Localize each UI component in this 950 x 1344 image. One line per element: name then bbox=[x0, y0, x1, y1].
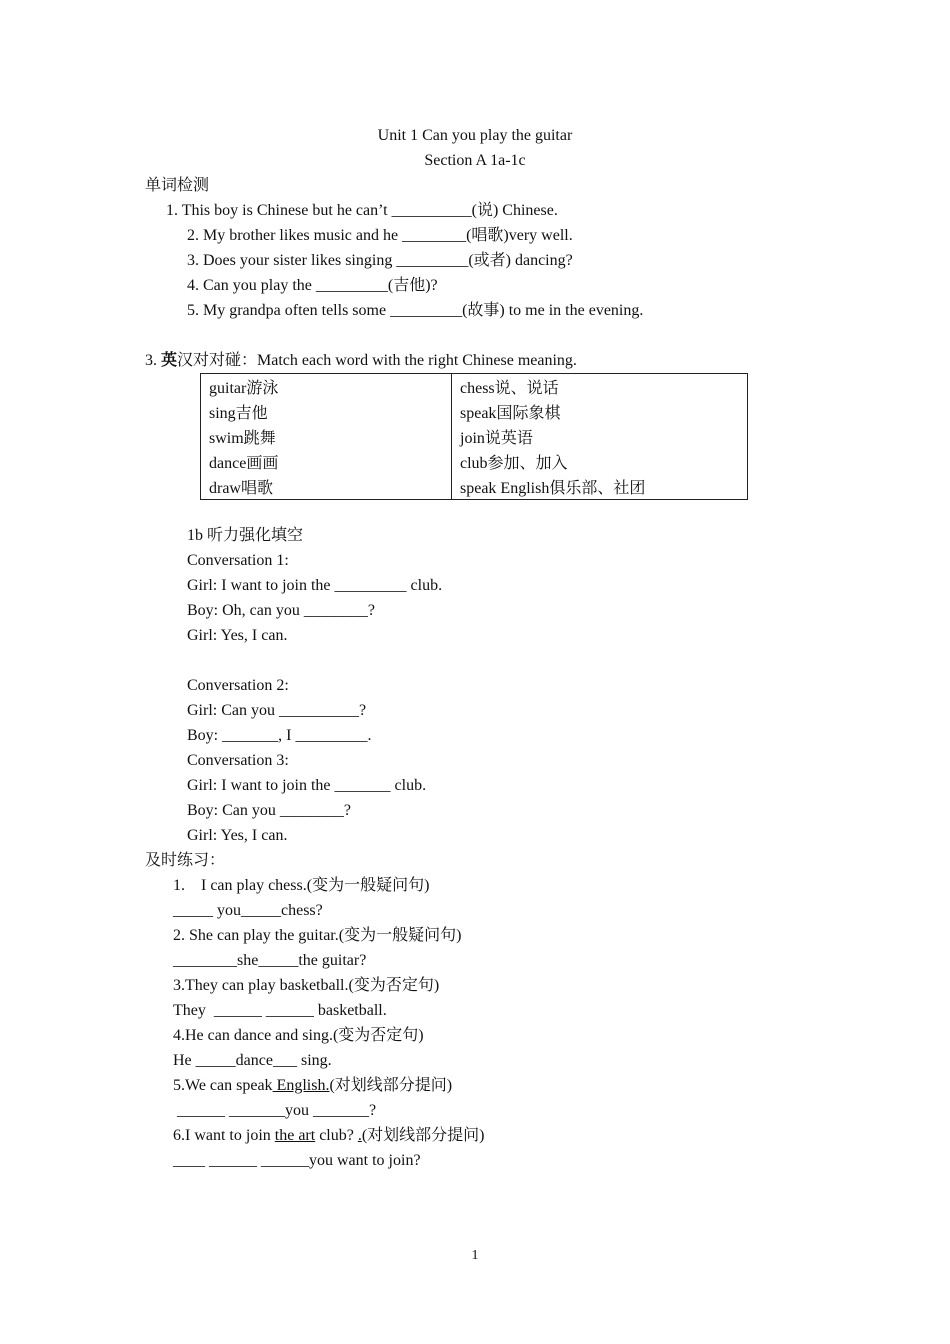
listening-heading: 1b 听力强化填空 bbox=[187, 527, 304, 544]
match-left-en: dance bbox=[209, 455, 247, 472]
match-right-en: join bbox=[460, 430, 485, 447]
practice-question-6 bbox=[173, 1126, 485, 1146]
match-heading-num: 3. bbox=[145, 352, 157, 369]
match-left-zh: 游泳 bbox=[246, 380, 279, 397]
match-left-en: sing bbox=[209, 405, 236, 422]
q6-underlined-2: . bbox=[357, 1127, 362, 1144]
match-left-zh: 跳舞 bbox=[243, 430, 276, 447]
match-heading-text: 汉对对碰：Match each word with the right Chinese meaning. bbox=[177, 352, 577, 369]
vocab-item-1: 1. This boy is Chinese but he can’t __________(说) Chinese. bbox=[166, 202, 558, 219]
q6-underlined: the art bbox=[274, 1127, 316, 1144]
match-right-zh: 参加、加入 bbox=[487, 455, 568, 472]
practice-question-3: 3.They can play basketball.(变为否定句) bbox=[173, 977, 440, 994]
practice-answer-6: ____ ______ ______you want to join? bbox=[173, 1152, 421, 1169]
practice-answer-3: They ______ ______ basketball. bbox=[173, 1002, 387, 1019]
match-table bbox=[200, 373, 748, 500]
q6-prefix: 6.I want to join bbox=[173, 1127, 275, 1144]
q5-suffix: (对划线部分提问) bbox=[329, 1077, 453, 1094]
listening-line: Girl: Yes, I can. bbox=[187, 827, 288, 844]
vocab-item-4: 4. Can you play the _________(吉他)? bbox=[187, 277, 438, 294]
practice-answer-2: ________she_____the guitar? bbox=[173, 952, 367, 969]
listening-line: Conversation 1: bbox=[187, 552, 289, 569]
table-row bbox=[201, 474, 748, 500]
practice-question-2: 2. She can play the guitar.(变为一般疑问句) bbox=[173, 927, 462, 944]
table-row bbox=[201, 399, 748, 424]
match-heading bbox=[145, 351, 577, 371]
table-row bbox=[201, 374, 748, 400]
table-row bbox=[201, 424, 748, 449]
page-number: 1 bbox=[471, 1248, 479, 1263]
match-right-zh: 国际象棋 bbox=[496, 405, 561, 422]
listening-line: Girl: I want to join the _________ club. bbox=[187, 577, 443, 594]
listening-line: Girl: I want to join the _______ club. bbox=[187, 777, 427, 794]
vocab-item-2: 2. My brother likes music and he ________(唱歌)very well. bbox=[187, 227, 573, 244]
match-right-en: speak English bbox=[460, 480, 550, 497]
listening-line: Conversation 3: bbox=[187, 752, 289, 769]
match-left-zh: 吉他 bbox=[235, 405, 268, 422]
listening-line: Conversation 2: bbox=[187, 677, 289, 694]
listening-line: Girl: Yes, I can. bbox=[187, 627, 288, 644]
match-left-en: swim bbox=[209, 430, 244, 447]
match-left-zh: 画画 bbox=[246, 455, 279, 472]
practice-answer-1: _____ you_____chess? bbox=[173, 902, 323, 919]
page-subtitle: Section A 1a-1c bbox=[424, 152, 526, 169]
q6-middle: club? bbox=[315, 1127, 358, 1144]
match-right-en: chess bbox=[460, 380, 495, 397]
vocab-check-heading: 单词检测 bbox=[145, 177, 210, 194]
q5-underlined: English. bbox=[272, 1077, 330, 1094]
q5-prefix: 5.We can speak bbox=[173, 1077, 273, 1094]
practice-question-1: 1. I can play chess.(变为一般疑问句) bbox=[173, 877, 430, 894]
practice-answer-5: ______ _______you _______? bbox=[173, 1102, 377, 1119]
match-right-zh: 俱乐部、社团 bbox=[549, 480, 646, 497]
match-left-en: guitar bbox=[209, 380, 247, 397]
match-left-zh: 唱歌 bbox=[240, 480, 273, 497]
practice-heading: 及时练习： bbox=[145, 852, 226, 869]
page-title: Unit 1 Can you play the guitar bbox=[377, 127, 573, 144]
practice-question-4: 4.He can dance and sing.(变为否定句) bbox=[173, 1027, 424, 1044]
vocab-item-3: 3. Does your sister likes singing _________(或者) dancing? bbox=[187, 252, 573, 269]
q6-suffix: (对划线部分提问) bbox=[361, 1127, 485, 1144]
match-right-en: club bbox=[460, 455, 488, 472]
table-row bbox=[201, 449, 748, 474]
match-heading-bold: 英 bbox=[161, 352, 178, 369]
match-right-zh: 说英语 bbox=[484, 430, 533, 447]
match-left-en: draw bbox=[209, 480, 241, 497]
practice-question-5 bbox=[173, 1076, 452, 1096]
listening-line: Boy: _______, I _________. bbox=[187, 727, 372, 744]
listening-line: Boy: Oh, can you ________? bbox=[187, 602, 375, 619]
listening-line: Girl: Can you __________? bbox=[187, 702, 367, 719]
vocab-item-5: 5. My grandpa often tells some _________(故事) to me in the evening. bbox=[187, 302, 644, 319]
match-right-en: speak bbox=[460, 405, 497, 422]
match-right-zh: 说、说话 bbox=[494, 380, 559, 397]
listening-line: Boy: Can you ________? bbox=[187, 802, 351, 819]
practice-answer-4: He _____dance___ sing. bbox=[173, 1052, 332, 1069]
